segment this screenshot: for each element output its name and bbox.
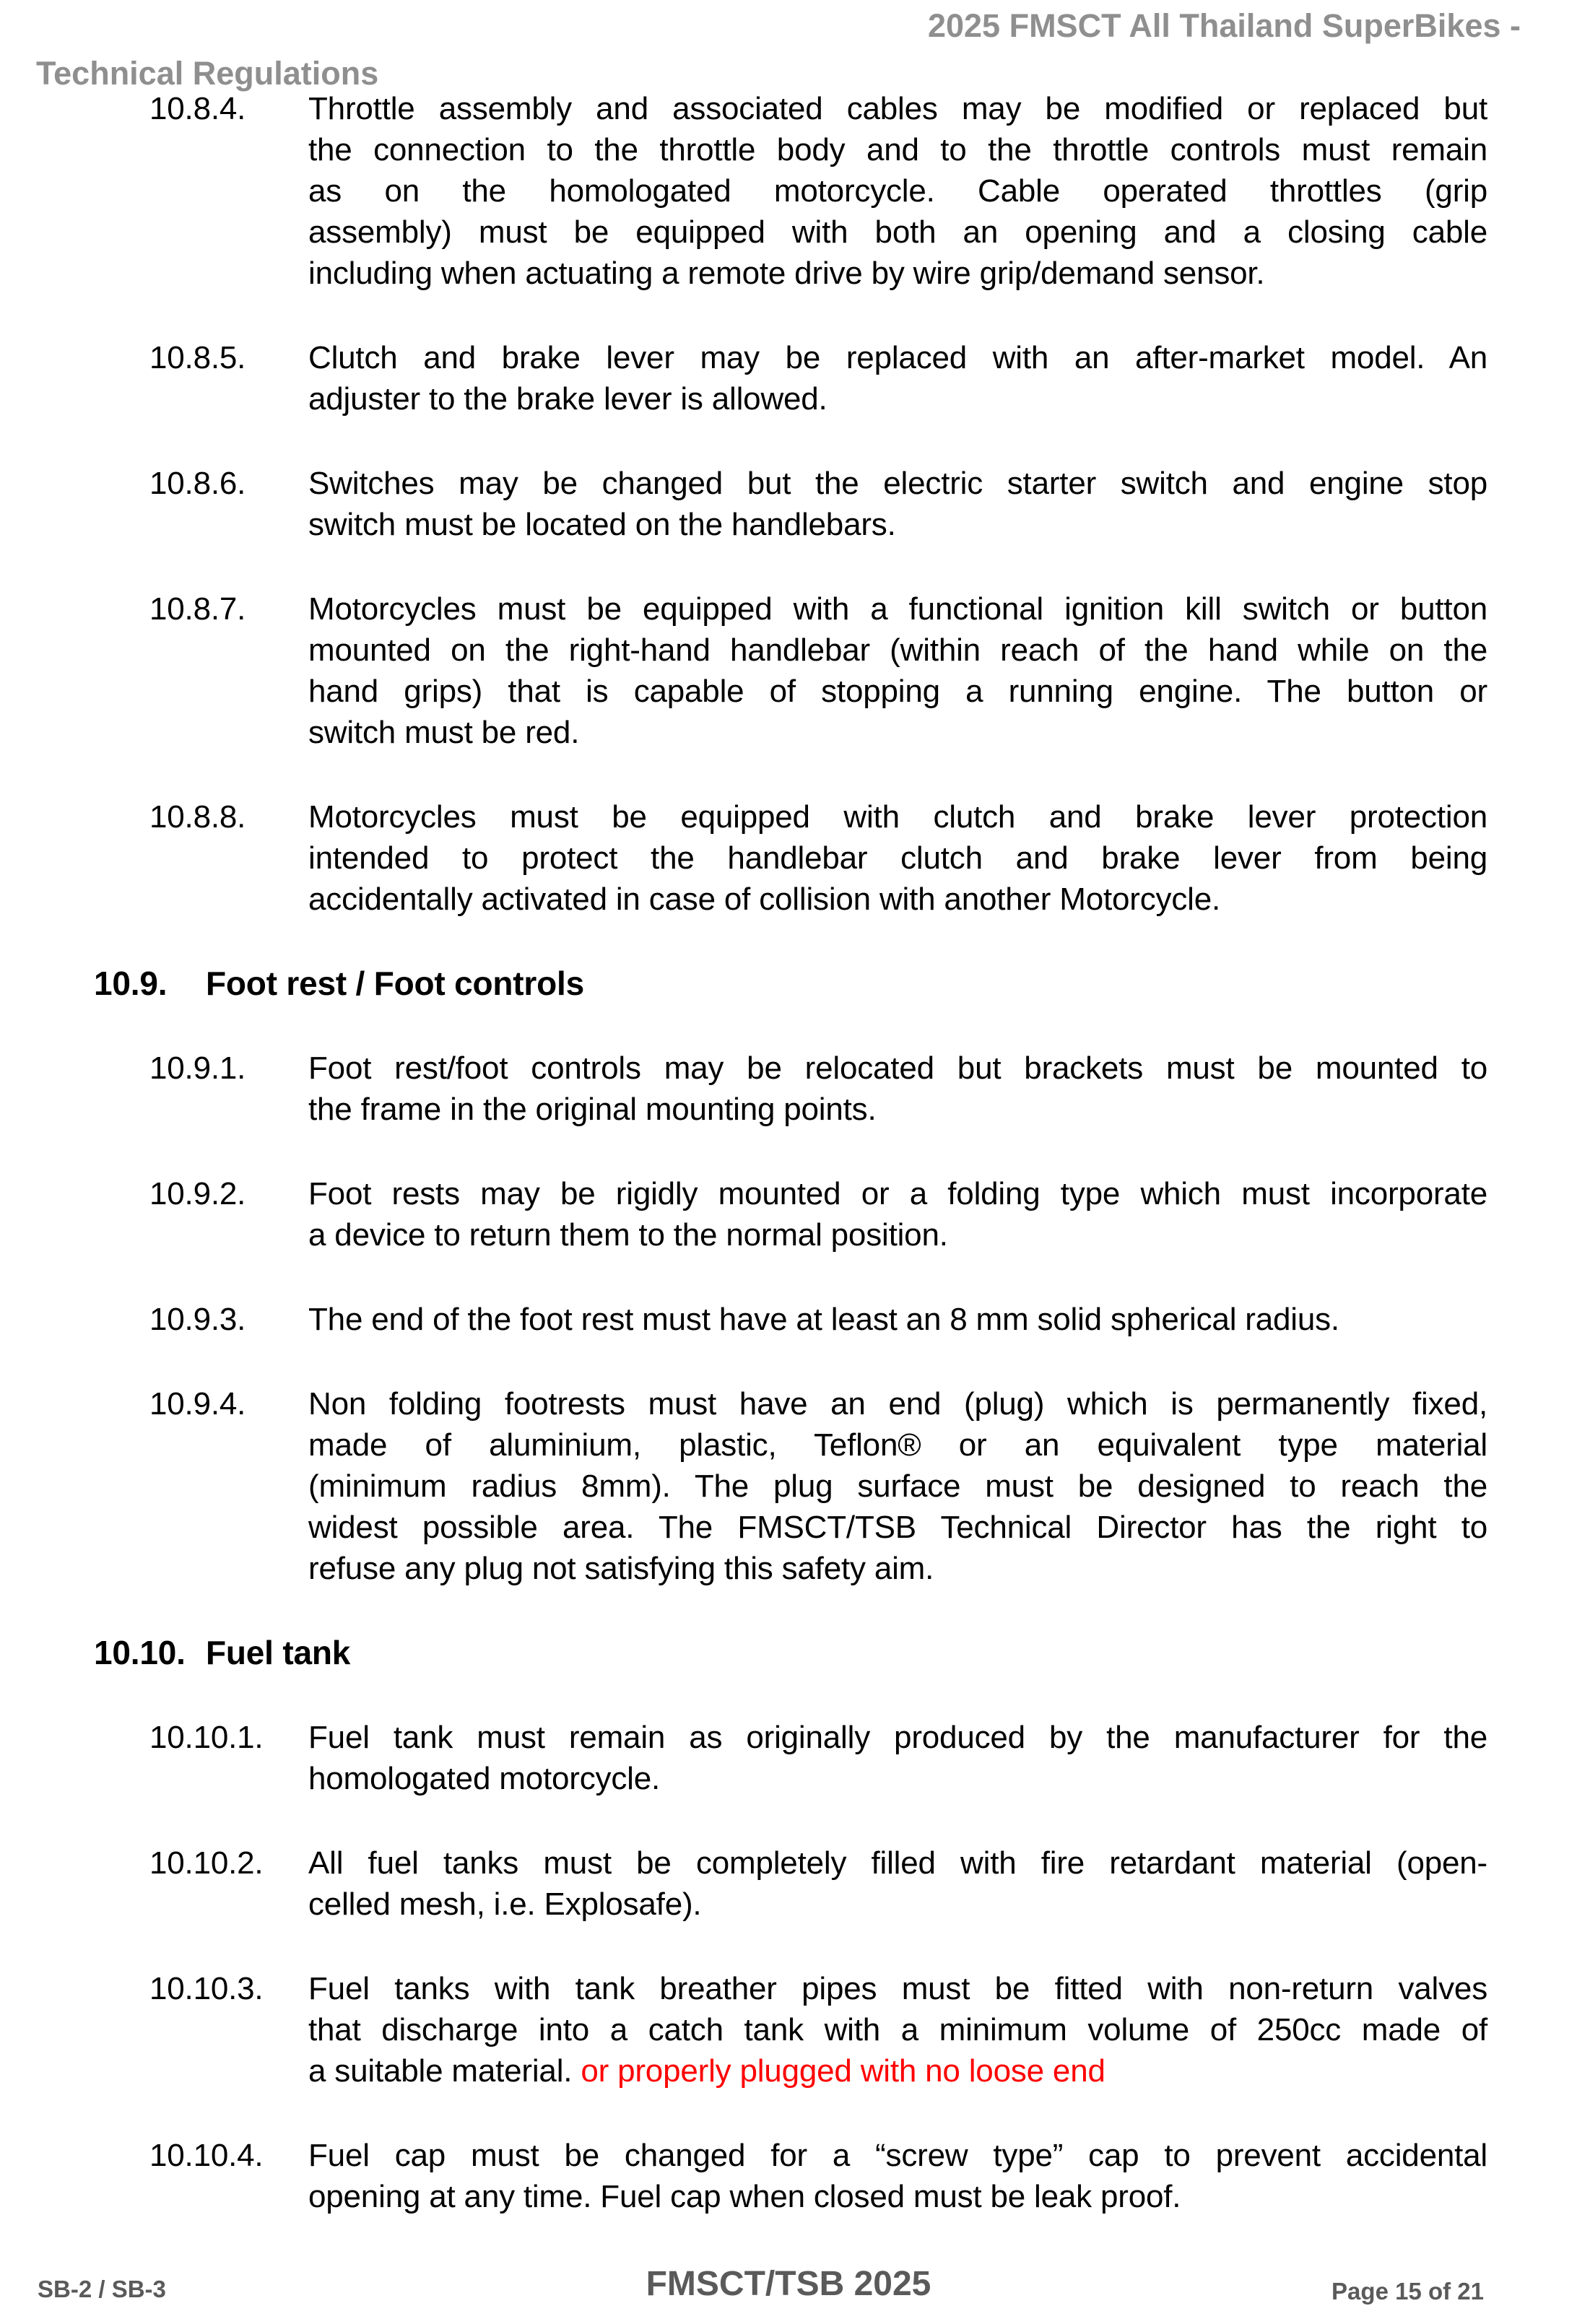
text-line xyxy=(308,88,1487,129)
text-line xyxy=(308,1717,1487,1758)
text-line xyxy=(308,2050,1487,2092)
item-text xyxy=(308,88,1487,294)
text-line xyxy=(308,630,1487,671)
text-line xyxy=(308,1383,1487,1424)
item-text xyxy=(308,1968,1487,2092)
text-line xyxy=(308,1548,1487,1589)
text-segment: All fuel tanks must be completely filled with fire retardant material (open- xyxy=(308,1845,1487,1881)
item-text xyxy=(308,1173,1487,1255)
text-segment: widest possible area. The FMSCT/TSB Technical Director has the right to xyxy=(308,1510,1487,1545)
text-line xyxy=(308,2135,1487,2176)
text-segment: that discharge into a catch tank with a minimum volume of 250cc made of xyxy=(308,2012,1487,2047)
text-line xyxy=(308,2176,1487,2217)
item-text xyxy=(308,1383,1487,1589)
text-line xyxy=(308,1173,1487,1214)
text-segment: as on the homologated motorcycle. Cable operated throttles (grip xyxy=(308,173,1487,209)
text-segment: Fuel tanks with tank breather pipes must be fitted with non-return valves xyxy=(308,1971,1487,2006)
regulations-content xyxy=(94,88,1487,2260)
text-line xyxy=(308,1299,1487,1340)
footer-page-number: Page 15 of 21 xyxy=(1331,2278,1484,2305)
text-segment: Motorcycles must be equipped with a functional ignition kill switch or button xyxy=(308,591,1487,627)
regulation-item-10.9.4 xyxy=(149,1383,1487,1589)
regulation-item-10.10.4 xyxy=(149,2135,1487,2217)
footer-doc-code: SB-2 / SB-3 xyxy=(38,2276,166,2302)
text-line xyxy=(308,1424,1487,1466)
text-line xyxy=(308,170,1487,212)
item-text xyxy=(308,337,1487,419)
regulation-item-10.9.3 xyxy=(149,1299,1487,1340)
text-segment: accidentally activated in case of collision with another Motorcycle. xyxy=(308,882,1221,917)
item-text xyxy=(308,1048,1487,1130)
text-line xyxy=(308,879,1487,920)
regulation-item-10.8.6 xyxy=(149,463,1487,545)
text-line xyxy=(308,671,1487,712)
text-line xyxy=(308,253,1487,294)
item-number: 10.9.4. xyxy=(149,1386,246,1422)
text-segment: hand grips) that is capable of stopping a running engine. The button or xyxy=(308,674,1487,709)
text-segment: refuse any plug not satisfying this safety aim. xyxy=(308,1551,934,1586)
text-segment: the frame in the original mounting points. xyxy=(308,1092,877,1127)
regulation-item-10.8.5 xyxy=(149,337,1487,419)
text-line xyxy=(308,1884,1487,1925)
item-number: 10.10.1. xyxy=(149,1720,264,1755)
text-segment: adjuster to the brake lever is allowed. xyxy=(308,381,827,417)
text-line xyxy=(308,588,1487,630)
item-number: 10.8.5. xyxy=(149,340,246,375)
text-segment: Foot rests may be rigidly mounted or a folding type which must incorporate xyxy=(308,1176,1487,1211)
text-segment: made of aluminium, plastic, Teflon® or an equivalent type material xyxy=(308,1427,1487,1463)
item-number: 10.10.4. xyxy=(149,2138,264,2173)
regulation-item-10.10.2 xyxy=(149,1842,1487,1925)
section-heading-10.10 xyxy=(94,1632,1487,1674)
item-number: 10.10.2. xyxy=(149,1845,264,1881)
text-line xyxy=(308,1466,1487,1507)
text-line xyxy=(308,1089,1487,1130)
regulation-item-10.8.8 xyxy=(149,796,1487,920)
item-text xyxy=(308,2135,1487,2217)
item-number: 10.8.8. xyxy=(149,799,246,835)
item-number: 10.8.6. xyxy=(149,466,246,501)
item-number: 10.9.3. xyxy=(149,1302,246,1337)
item-text xyxy=(308,1717,1487,1799)
item-text xyxy=(308,463,1487,545)
text-line xyxy=(308,1842,1487,1884)
text-segment: Fuel tank must remain as originally produced by the manufacturer for the xyxy=(308,1720,1487,1755)
item-number: 10.9.1. xyxy=(149,1050,246,1086)
footer-doc-title: FMSCT/TSB 2025 xyxy=(646,2265,931,2303)
text-segment: a device to return them to the normal position. xyxy=(308,1217,948,1253)
item-text xyxy=(308,588,1487,753)
text-segment: intended to protect the handlebar clutch and brake lever from being xyxy=(308,840,1487,876)
text-segment: Non folding footrests must have an end (plug) which is permanently fixed, xyxy=(308,1386,1487,1422)
text-line xyxy=(308,504,1487,545)
header-title-line2: Technical Regulations xyxy=(36,55,379,92)
section-title: Fuel tank xyxy=(206,1634,351,1671)
text-line xyxy=(308,337,1487,378)
regulation-item-10.8.4 xyxy=(149,88,1487,294)
text-segment: including when actuating a remote drive by wire grip/demand sensor. xyxy=(308,256,1265,291)
text-line xyxy=(308,378,1487,419)
section-number: 10.10. xyxy=(94,1634,186,1671)
text-segment: Fuel cap must be changed for a “screw type” cap to prevent accidental xyxy=(308,2138,1487,2173)
text-segment: homologated motorcycle. xyxy=(308,1761,660,1796)
text-line xyxy=(308,2009,1487,2050)
text-line xyxy=(308,212,1487,253)
text-segment: switch must be red. xyxy=(308,715,580,750)
text-line xyxy=(308,1507,1487,1548)
text-segment: (minimum radius 8mm). The plug surface must be designed to reach the xyxy=(308,1468,1487,1504)
text-line xyxy=(308,712,1487,753)
text-line xyxy=(308,129,1487,170)
regulation-item-10.9.2 xyxy=(149,1173,1487,1255)
text-segment: mounted on the right-hand handlebar (within reach of the hand while on the xyxy=(308,632,1487,668)
text-segment: assembly) must be equipped with both an opening and a closing cable xyxy=(308,214,1487,250)
header-title-line1: 2025 FMSCT All Thailand SuperBikes - xyxy=(927,7,1521,44)
item-number: 10.10.3. xyxy=(149,1971,264,2006)
text-segment: opening at any time. Fuel cap when closed must be leak proof. xyxy=(308,2179,1181,2214)
text-line xyxy=(308,837,1487,879)
regulation-item-10.8.7 xyxy=(149,588,1487,753)
item-text xyxy=(308,1299,1487,1340)
regulation-item-10.9.1 xyxy=(149,1048,1487,1130)
text-segment: switch must be located on the handlebars. xyxy=(308,507,896,542)
text-segment: Throttle assembly and associated cables may be modified or replaced but xyxy=(308,91,1487,126)
item-number: 10.8.4. xyxy=(149,91,246,126)
item-number: 10.9.2. xyxy=(149,1176,246,1211)
section-title: Foot rest / Foot controls xyxy=(206,965,584,1002)
text-line xyxy=(308,1048,1487,1089)
text-line xyxy=(308,1214,1487,1255)
text-segment: the connection to the throttle body and to the throttle controls must remain xyxy=(308,132,1487,167)
text-line xyxy=(308,796,1487,837)
text-line xyxy=(308,463,1487,504)
text-segment: a suitable material. xyxy=(308,2053,581,2089)
section-heading-10.9 xyxy=(94,963,1487,1004)
item-number: 10.8.7. xyxy=(149,591,246,627)
text-segment: Switches may be changed but the electric starter switch and engine stop xyxy=(308,466,1487,501)
text-segment: Motorcycles must be equipped with clutch and brake lever protection xyxy=(308,799,1487,835)
item-text xyxy=(308,1842,1487,1925)
text-segment: Foot rest/foot controls may be relocated but brackets must be mounted to xyxy=(308,1050,1487,1086)
text-segment: Clutch and brake lever may be replaced with an after-market model. An xyxy=(308,340,1487,375)
regulation-item-10.10.1 xyxy=(149,1717,1487,1799)
item-text xyxy=(308,796,1487,920)
text-segment: celled mesh, i.e. Explosafe). xyxy=(308,1886,702,1922)
section-number: 10.9. xyxy=(94,965,168,1002)
text-segment: The end of the foot rest must have at least an 8 mm solid spherical radius. xyxy=(308,1302,1339,1337)
text-line xyxy=(308,1758,1487,1799)
regulation-item-10.10.3 xyxy=(149,1968,1487,2092)
text-line xyxy=(308,1968,1487,2009)
highlight-red-text: or properly plugged with no loose end xyxy=(581,2053,1105,2089)
